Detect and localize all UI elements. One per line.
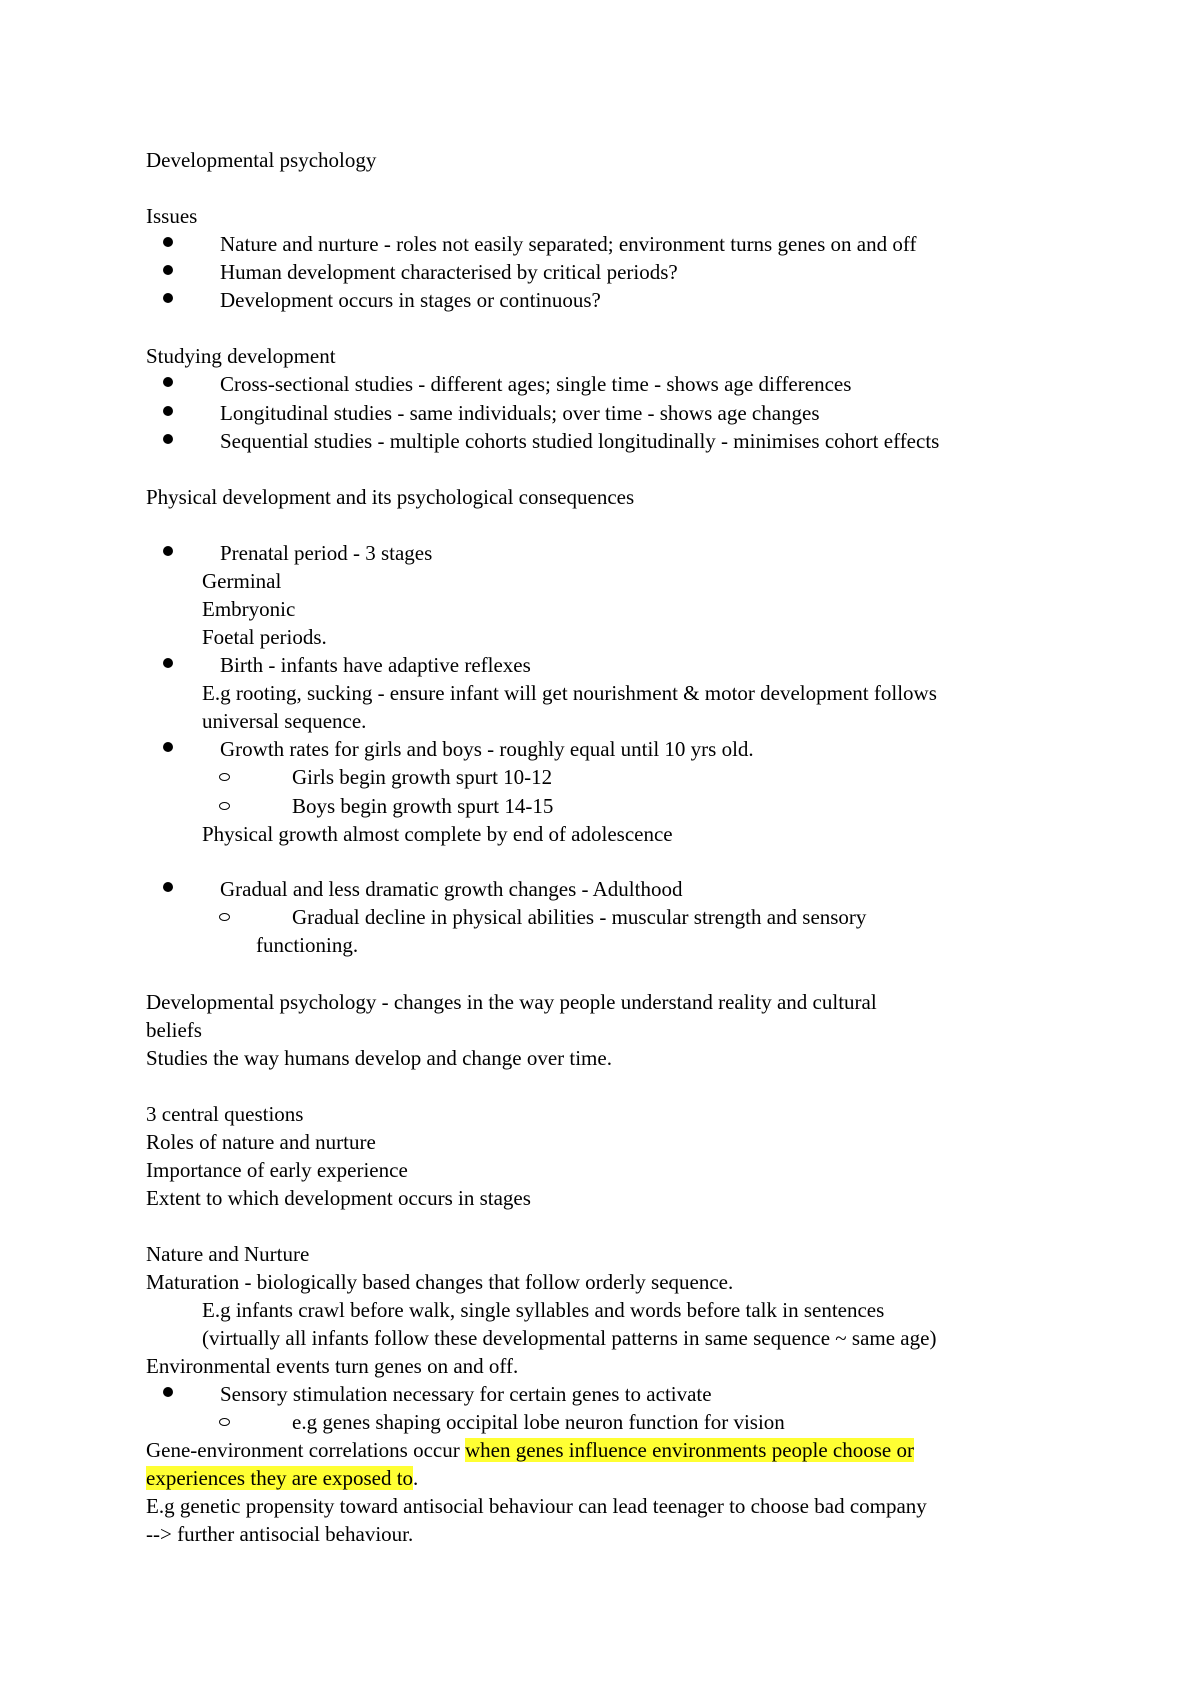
sub-bullet-icon	[219, 802, 230, 810]
highlighted-text: experiences they are exposed to	[146, 1466, 414, 1490]
body-text: E.g genetic propensity toward antisocial behaviour can lead teenager to choose bad company	[146, 1494, 927, 1518]
body-text: --> further antisocial behaviour.	[146, 1522, 414, 1546]
body-text: Roles of nature and nurture	[146, 1130, 376, 1154]
sub-bullet-icon	[219, 913, 230, 921]
bullet-icon	[163, 1387, 173, 1397]
bullet-icon	[163, 742, 173, 752]
highlighted-text: when genes influence environments people choose or	[464, 1438, 914, 1462]
list-item: Development occurs in stages or continuous?	[220, 288, 601, 312]
list-item: Cross-sectional studies - different ages; single time - shows age differences	[220, 372, 852, 396]
document-title: Developmental psychology	[146, 148, 377, 172]
sub-list-item-continuation: functioning.	[256, 933, 359, 957]
body-text	[146, 1464, 418, 1492]
list-item: Growth rates for girls and boys - roughly equal until 10 yrs old.	[220, 737, 754, 761]
stage-text: Foetal periods.	[202, 625, 327, 649]
bullet-icon	[163, 882, 173, 892]
body-text: beliefs	[146, 1018, 202, 1042]
list-item: Prenatal period - 3 stages	[220, 541, 433, 565]
body-text: E.g rooting, sucking - ensure infant will get nourishment & motor development follows	[202, 681, 937, 705]
body-text: Importance of early experience	[146, 1158, 408, 1182]
stage-text: Germinal	[202, 569, 282, 593]
list-item: Nature and nurture - roles not easily separated; environment turns genes on and off	[220, 232, 917, 256]
sub-list-item: e.g genes shaping occipital lobe neuron function for vision	[292, 1410, 785, 1434]
stage-text: Embryonic	[202, 597, 296, 621]
list-item: Human development characterised by critical periods?	[220, 260, 678, 284]
body-text: Maturation - biologically based changes that follow orderly sequence.	[146, 1270, 734, 1294]
body-text: universal sequence.	[202, 709, 367, 733]
period-text: .	[413, 1466, 419, 1490]
body-text: E.g infants crawl before walk, single syllables and words before talk in sentences	[202, 1298, 885, 1322]
questions-heading: 3 central questions	[146, 1102, 304, 1126]
bullet-icon	[163, 293, 173, 303]
body-text: Physical growth almost complete by end of adolescence	[202, 822, 673, 846]
sub-bullet-icon	[219, 1418, 230, 1426]
bullet-icon	[163, 658, 173, 668]
sub-list-item: Boys begin growth spurt 14-15	[292, 794, 554, 818]
body-text: (virtually all infants follow these developmental patterns in same sequence ~ same age)	[202, 1326, 937, 1350]
bullet-icon	[163, 237, 173, 247]
list-item: Longitudinal studies - same individuals; over time - shows age changes	[220, 401, 820, 425]
sub-list-item: Gradual decline in physical abilities - muscular strength and sensory	[292, 905, 867, 929]
issues-heading: Issues	[146, 204, 198, 228]
bullet-icon	[163, 406, 173, 416]
bullet-icon	[163, 265, 173, 275]
nature-heading: Nature and Nurture	[146, 1242, 310, 1266]
list-item: Gradual and less dramatic growth changes - Adulthood	[220, 877, 683, 901]
body-text: Extent to which development occurs in stages	[146, 1186, 531, 1210]
bullet-icon	[163, 434, 173, 444]
body-text: Environmental events turn genes on and off.	[146, 1354, 519, 1378]
studying-heading: Studying development	[146, 344, 336, 368]
list-item: Birth - infants have adaptive reflexes	[220, 653, 531, 677]
list-item: Sequential studies - multiple cohorts studied longitudinally - minimises cohort effects	[220, 429, 940, 453]
bullet-icon	[163, 377, 173, 387]
body-text	[146, 1436, 914, 1464]
correlation-text: Gene-environment correlations occur	[146, 1438, 465, 1462]
body-text: Studies the way humans develop and change over time.	[146, 1046, 612, 1070]
bullet-icon	[163, 546, 173, 556]
sub-bullet-icon	[219, 773, 230, 781]
sub-list-item: Girls begin growth spurt 10-12	[292, 765, 553, 789]
list-item: Sensory stimulation necessary for certain genes to activate	[220, 1382, 712, 1406]
body-text: Developmental psychology - changes in the way people understand reality and cultural	[146, 990, 877, 1014]
physical-heading: Physical development and its psychological consequences	[146, 485, 635, 509]
